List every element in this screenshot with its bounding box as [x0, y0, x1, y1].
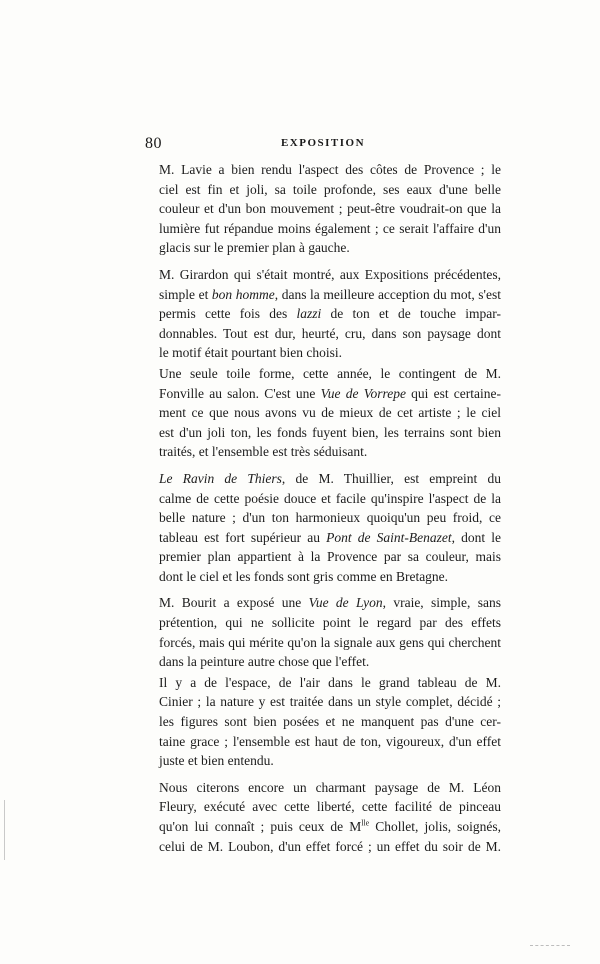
text-line: les figures sont bien posées et ne manquent pas d'une cer-: [159, 714, 501, 730]
text-line: lumière fut répandue moins également ; ce serait l'affaire d'un: [159, 220, 501, 236]
text-line: [145, 304, 501, 324]
page-header: [145, 135, 501, 155]
text-segment: tableau est fort supérieur au: [159, 529, 327, 545]
text-segment: M. Bourit a exposé une: [159, 595, 309, 611]
text-line: donnables. Tout est dur, heurté, cru, dans son paysage dont: [159, 325, 501, 341]
paragraph-lavie: [145, 160, 501, 258]
paragraph-fonville: [145, 364, 501, 462]
text-line: [145, 384, 501, 404]
text-line: prétention, qui ne sollicite point le regard par des effets: [159, 615, 501, 631]
text-line: juste et bien entendu.: [159, 753, 274, 769]
paragraph-bourit: [145, 593, 501, 671]
text-segment: qui est certaine-: [405, 385, 501, 401]
text-line: [145, 817, 501, 837]
text-line: M. Girardon qui s'était montré, aux Expositions précédentes,: [159, 266, 501, 282]
superscript: lle: [361, 818, 370, 828]
text-segment: Fonville au salon. C'est une: [159, 385, 321, 401]
text-line: Une seule toile forme, cette année, le contingent de M.: [159, 365, 501, 381]
text-line: celui de M. Loubon, d'un effet forcé ; un effet du soir de M.: [159, 838, 501, 854]
paragraph-fleury: [145, 778, 501, 856]
text-line: M. Lavie a bien rendu l'aspect des côtes de Provence ; le: [159, 162, 501, 177]
italic-text: Le Ravin de Thiers: [159, 470, 282, 486]
text-line: taine grace ; l'ensemble est haut de ton, vigoureux, d'un effet: [159, 733, 501, 749]
page-number: 80: [145, 135, 162, 152]
text-line: ment ce que nous avons vu de mieux de cet artiste ; le ciel: [159, 405, 501, 421]
text-segment: , dont le: [451, 529, 501, 545]
text-segment: permis cette fois des: [159, 306, 297, 322]
text-segment: , vraie, simple, sans: [382, 595, 501, 611]
scan-artifact-line: [530, 945, 570, 947]
italic-text: Pont de Saint-Benazet: [326, 529, 452, 545]
text-line: Cinier ; la nature y est traitée dans un style complet, décidé ;: [159, 694, 501, 710]
text-segment: qu'on lui connaît ; puis ceux de M: [159, 819, 362, 834]
text-line: dont le ciel et les fonds sont gris comme en Bretagne.: [159, 568, 449, 584]
body-text: [145, 160, 501, 856]
text-line: forcés, mais qui mérite qu'on la signale aux gens qui cherchent: [159, 634, 501, 650]
text-segment: , de M. Thuillier, est empreint du: [281, 470, 501, 486]
paragraph-thuillier: [145, 469, 501, 587]
text-line: glacis sur le premier plan à gauche.: [159, 240, 350, 256]
text-line: traités, et l'ensemble est très séduisant.: [159, 444, 368, 460]
text-segment: de ton et de touche impar-: [321, 306, 501, 322]
text-line: [145, 593, 501, 613]
italic-text: bon homme: [211, 286, 275, 302]
text-segment: , dans la meilleure acception du mot, s'est: [274, 286, 501, 302]
running-title: EXPOSITION: [280, 137, 366, 149]
text-line: est d'un joli ton, les fonds fuyent bien, les terrains sont bien: [159, 424, 501, 440]
text-line: dans la peinture autre chose que l'effet.: [159, 654, 370, 670]
text-line: Fleury, exécuté avec cette liberté, cette facilité de pinceau: [159, 799, 501, 815]
italic-text: lazzi: [296, 306, 322, 322]
text-segment: Chollet, jolis, soignés,: [369, 819, 501, 834]
text-line: couleur et d'un bon mouvement ; peut-être voudrait-on que la: [159, 201, 501, 217]
text-line: ciel est fin et joli, sa toile profonde, ses eaux d'une belle: [159, 181, 501, 197]
text-line: [145, 285, 501, 305]
text-line: le motif était pourtant bien choisi.: [159, 345, 342, 361]
paragraph-girardon: [145, 265, 501, 363]
margin-scan-mark: [4, 800, 5, 860]
text-line: premier plan appartient à la Provence par sa couleur, mais: [159, 549, 501, 565]
italic-text: Vue de Vorrepe: [320, 385, 406, 401]
paragraph-cinier: [145, 673, 501, 771]
text-line: [145, 528, 501, 548]
text-segment: simple et: [159, 286, 212, 302]
italic-text: Vue de Lyon: [308, 595, 383, 611]
text-line: Il y a de l'espace, de l'air dans le grand tableau de M.: [159, 674, 501, 690]
text-line: Nous citerons encore un charmant paysage de M. Léon: [159, 779, 501, 795]
text-line: belle nature ; d'un ton harmonieux quoiqu'un peu froid, ce: [159, 510, 501, 526]
text-line: [145, 469, 501, 489]
text-line: calme de cette poésie douce et facile qu'inspire l'aspect de la: [159, 490, 501, 506]
